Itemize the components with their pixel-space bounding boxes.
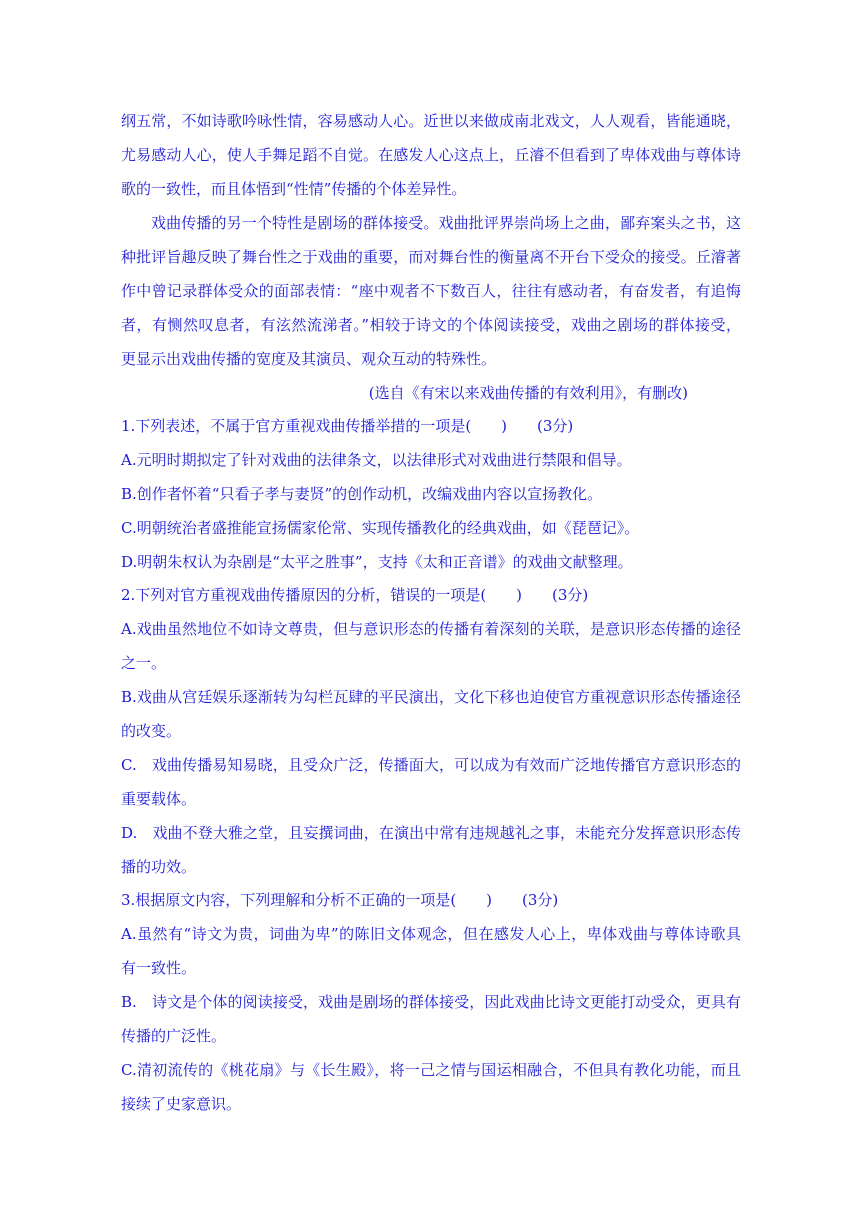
passage-line: 戏曲传播的另一个特性是剧场的群体接受。戏曲批评界崇尚场上之曲，鄙弃案头之书，这 xyxy=(151,214,741,232)
passage-line: 者，有恻然叹息者，有泫然流涕者。”相较于诗文的个体阅读接受，戏曲之剧场的群体接受， xyxy=(121,316,741,334)
question-stem: 2.下列对官方重视戏曲传播原因的分析，错误的一项是( ) (3分) xyxy=(121,586,589,604)
option-c: C.清初流传的《桃花扇》与《长生殿》，将一己之情与国运相融合，不但具有教化功能，而且 xyxy=(121,1061,741,1079)
option-a: A.虽然有“诗文为贵，词曲为卑”的陈旧文体观念，但在感发人心上，卑体戏曲与尊体诗歌具 xyxy=(121,925,741,943)
passage-line: 更显示出戏曲传播的宽度及其演员、观众互动的特殊性。 xyxy=(121,350,497,368)
question-stem: 1.下列表述，不属于官方重视戏曲传播举措的一项是( ) (3分) xyxy=(121,417,574,435)
option-a: A.戏曲虽然地位不如诗文尊贵，但与意识形态的传播有着深刻的关联，是意识形态传播的途径 xyxy=(121,620,741,638)
option-d: D. 戏曲不登大雅之堂，且妄撰词曲，在演出中常有违规越礼之事，未能充分发挥意识形态传 xyxy=(121,824,741,842)
option-c-cont: 重要载体。 xyxy=(121,790,197,808)
passage-line: 种批评旨趣反映了舞台性之于戏曲的重要，而对舞台性的衡量离不开台下受众的接受。丘濬著 xyxy=(121,248,741,266)
option-c: C. 戏曲传播易知易晓，且受众广泛，传播面大，可以成为有效而广泛地传播官方意识形态的 xyxy=(121,756,741,774)
option-d-cont: 播的功效。 xyxy=(121,858,197,876)
question-stem: 3.根据原文内容，下列理解和分析不正确的一项是( ) (3分) xyxy=(121,891,559,909)
passage-line: 纲五常，不如诗歌吟咏性情，容易感动人心。近世以来做成南北戏文，人人观看，皆能通晓， xyxy=(121,112,741,130)
passage-line: 作中曾记录群体受众的面部表情：“座中观者不下数百人，往往有感动者，有奋发者，有追悔 xyxy=(121,282,741,300)
option-d: D.明朝朱权认为杂剧是“太平之胜事”，支持《太和正音谱》的戏曲文献整理。 xyxy=(121,553,633,571)
option-c-cont: 接续了史家意识。 xyxy=(121,1095,242,1113)
option-b: B. 诗文是个体的阅读接受，戏曲是剧场的群体接受，因此戏曲比诗文更能打动受众，更具有 xyxy=(121,993,741,1011)
option-a-cont: 有一致性。 xyxy=(121,959,197,977)
passage-source: (选自《有宋以来戏曲传播的有效利用》，有删改) xyxy=(368,384,688,402)
option-b: B.戏曲从宫廷娱乐逐渐转为勾栏瓦肆的平民演出，文化下移也迫使官方重视意识形态传播途径 xyxy=(121,688,741,706)
option-b-cont: 传播的广泛性。 xyxy=(121,1027,227,1045)
option-b: B.创作者怀着“只看子孝与妻贤”的创作动机，改编戏曲内容以宣扬教化。 xyxy=(121,485,603,503)
passage-line: 尤易感动人心，使人手舞足蹈不自觉。在感发人心这点上，丘濬不但看到了卑体戏曲与尊体诗 xyxy=(121,146,741,164)
option-b-cont: 的改变。 xyxy=(121,722,182,740)
option-c: C.明朝统治者盛推能宣扬儒家伦常、实现传播教化的经典戏曲，如《琵琶记》。 xyxy=(121,519,640,537)
option-a-cont: 之一。 xyxy=(121,654,167,672)
option-a: A.元明时期拟定了针对戏曲的法律条文，以法律形式对戏曲进行禁限和倡导。 xyxy=(121,451,632,469)
passage-line: 歌的一致性，而且体悟到“性情”传播的个体差异性。 xyxy=(121,180,467,198)
